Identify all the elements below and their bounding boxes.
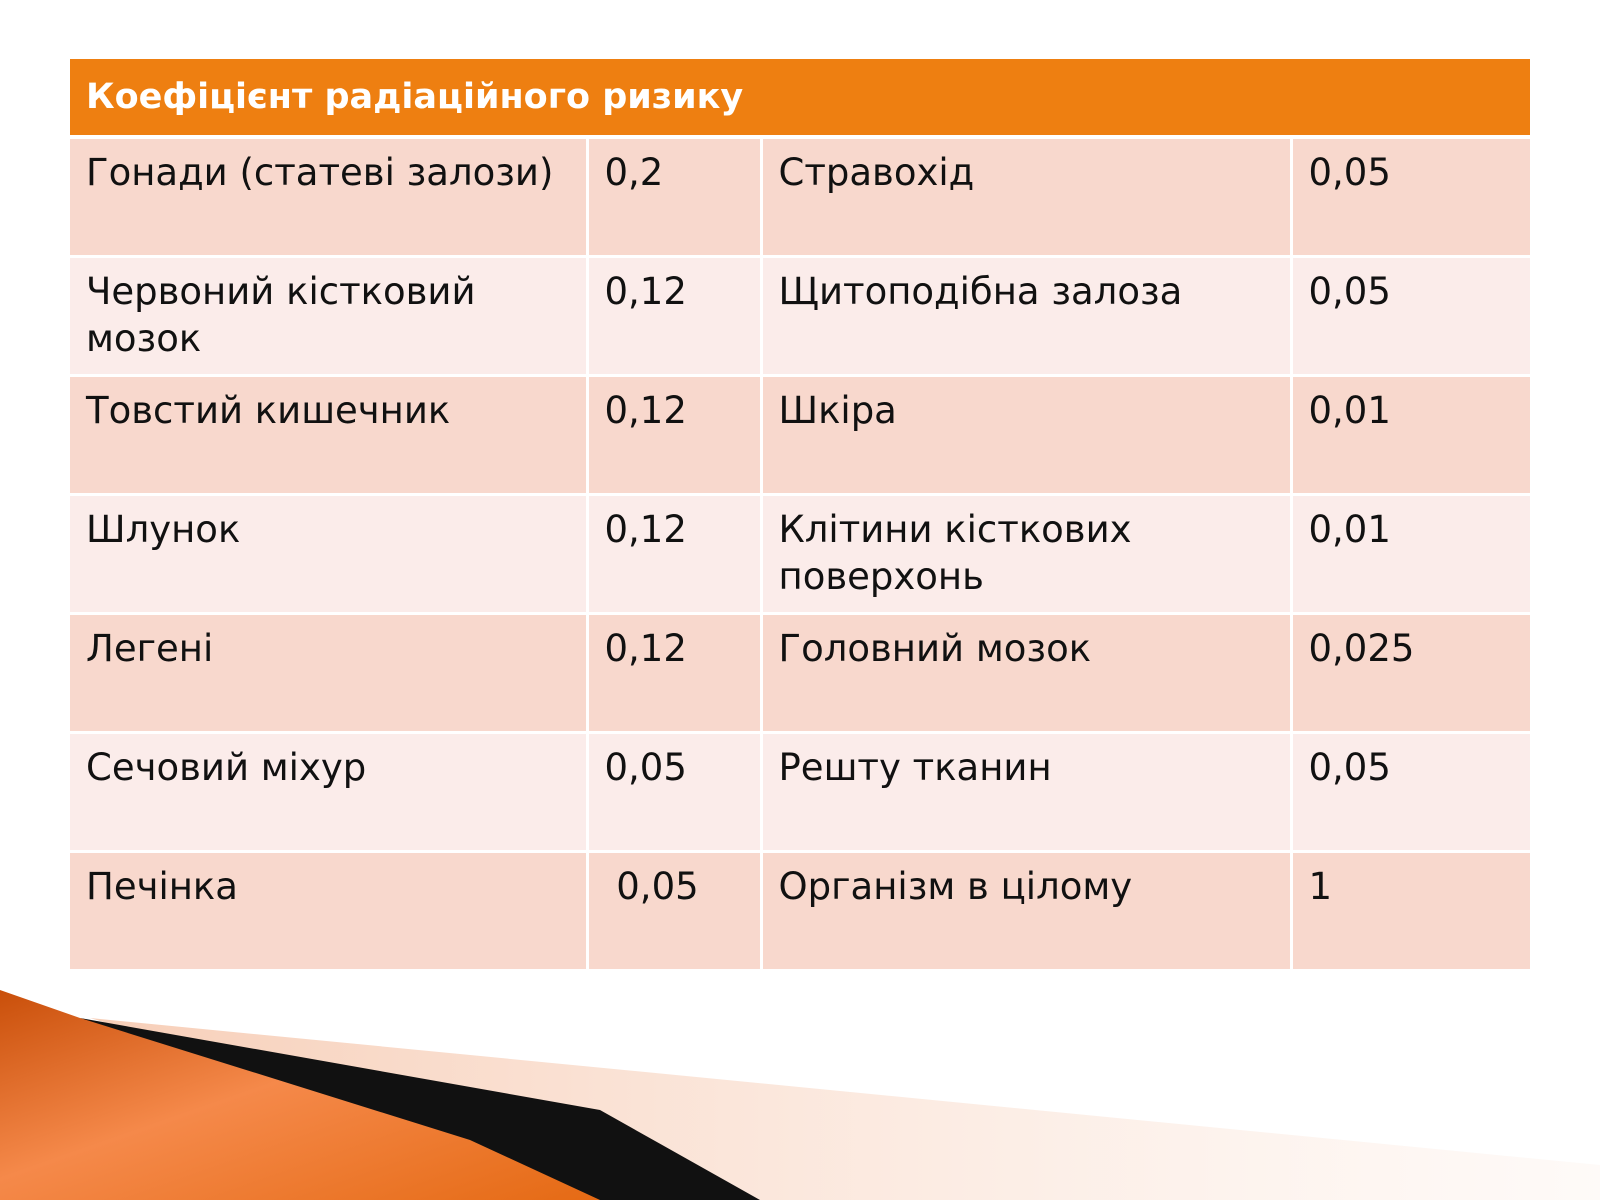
- organ-name-cell: Щитоподібна залоза: [761, 257, 1291, 376]
- organ-name-cell: Організм в цілому: [761, 852, 1291, 971]
- organ-name-cell: Печінка: [70, 852, 587, 971]
- table-row: [70, 614, 1530, 733]
- risk-coefficient-table: [70, 59, 1530, 972]
- table-row: [70, 852, 1530, 971]
- organ-name-cell: Шлунок: [70, 495, 587, 614]
- coefficient-cell: 0,05: [587, 852, 761, 971]
- table-row: [70, 733, 1530, 852]
- organ-name-cell: Гонади (статеві залози): [70, 137, 587, 257]
- organ-name-cell: Легені: [70, 614, 587, 733]
- table-row: [70, 137, 1530, 257]
- coefficient-cell: 0,01: [1291, 495, 1530, 614]
- organ-name-cell: Червоний кістковий мозок: [70, 257, 587, 376]
- coefficient-cell: 0,05: [587, 733, 761, 852]
- organ-name-cell: Товстий кишечник: [70, 376, 587, 495]
- organ-name-cell: Клітини кісткових поверхонь: [761, 495, 1291, 614]
- coefficient-cell: 0,05: [1291, 257, 1530, 376]
- table-row: [70, 495, 1530, 614]
- table-title: Коефіцієнт радіаційного ризику: [70, 59, 1530, 137]
- organ-name-cell: Сечовий міхур: [70, 733, 587, 852]
- coefficient-cell: 0,12: [587, 614, 761, 733]
- coefficient-cell: 0,12: [587, 376, 761, 495]
- decorative-swoosh: [0, 990, 1600, 1200]
- organ-name-cell: Решту тканин: [761, 733, 1291, 852]
- organ-name-cell: Головний мозок: [761, 614, 1291, 733]
- coefficient-cell: 0,12: [587, 495, 761, 614]
- coefficient-cell: 1: [1291, 852, 1530, 971]
- table-row: [70, 376, 1530, 495]
- organ-name-cell: Стравохід: [761, 137, 1291, 257]
- table-header-row: [70, 59, 1530, 137]
- coefficient-cell: 0,01: [1291, 376, 1530, 495]
- table-row: [70, 257, 1530, 376]
- coefficient-cell: 0,025: [1291, 614, 1530, 733]
- coefficient-cell: 0,05: [1291, 137, 1530, 257]
- coefficient-cell: 0,12: [587, 257, 761, 376]
- coefficient-cell: 0,05: [1291, 733, 1530, 852]
- coefficient-cell: 0,2: [587, 137, 761, 257]
- organ-name-cell: Шкіра: [761, 376, 1291, 495]
